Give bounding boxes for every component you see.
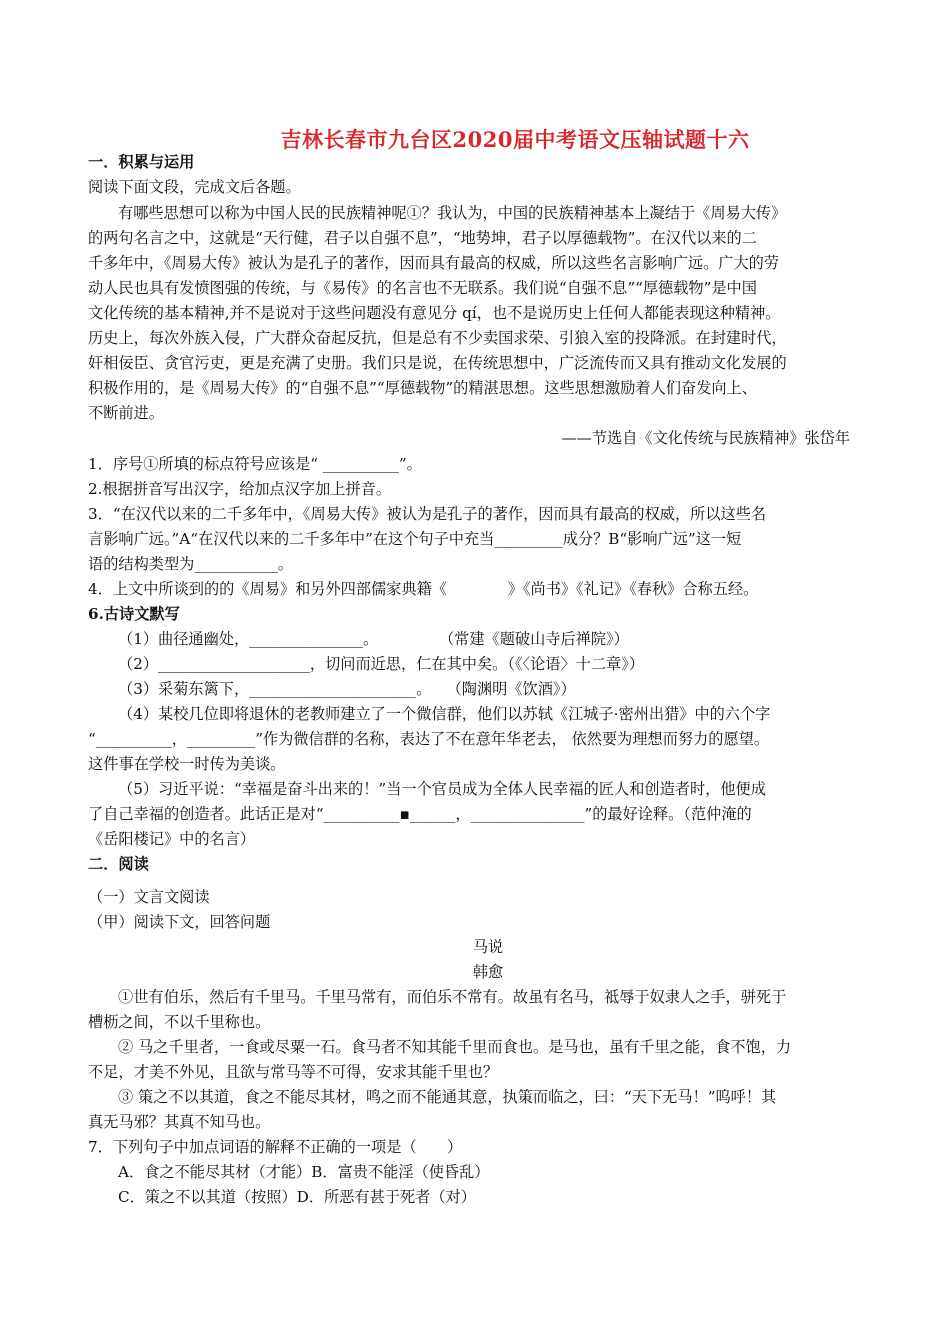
text-line: ③ 策之不以其道，食之不能尽其材，鸣之而不能通其意，执策而临之，曰：“天下无马！”呜呼！其 <box>118 1088 777 1106</box>
text-line: 历史上，每次外族入侵，广大群众奋起反抗，但是总有不少卖国求荣、引狼入室的投降派。在封建时代， <box>88 329 787 347</box>
text-line: 语的结构类型为___________。 <box>88 555 294 573</box>
text-line: 奸相佞臣、贪官污吏，更是充满了史册。我们只是说，在传统思想中，广泛流传而又具有推动文化发展的 <box>88 354 787 372</box>
text-line: 韩愈 <box>472 963 504 981</box>
text-line: （3）采菊东篱下，______________________。 （陶渊明《饮酒》） <box>118 680 576 698</box>
text-line: （一）文言文阅读 <box>88 888 210 906</box>
text-line: （4）某校几位即将退休的老教师建立了一个微信群，他们以苏轼《江城子·密州出猎》中的六个字 <box>118 705 771 723</box>
text-line: （1）曲径通幽处，_______________。 （常建《题破山寺后禅院》） <box>118 630 629 648</box>
text-line: 3．“在汉代以来的二千多年中，《周易大传》被认为是孔子的著作，因而具有最高的权威，所以这些名 <box>88 505 767 523</box>
text-line: C．策之不以其道（按照）D．所恶有甚于死者（对） <box>118 1188 476 1206</box>
text-line: 不足，才美不外见，且欲与常马等不可得，安求其能千里也？ <box>88 1063 499 1081</box>
text-line: 槽枥之间，不以千里称也。 <box>88 1013 271 1031</box>
text-line: （甲）阅读下文，回答问题 <box>88 913 271 931</box>
text-line: 马说 <box>472 938 504 956</box>
text-line: “__________，_________”作为微信群的名称，表达了不在意年华老去， 依然要为理想而努力的愿望。 <box>88 730 770 748</box>
text-line: 这件事在学校一时传为美谈。 <box>88 755 286 773</box>
text-line: ①世有伯乐，然后有千里马。千里马常有，而伯乐不常有。故虽有名马，祗辱于奴隶人之手，骈死于 <box>118 988 787 1006</box>
section-heading: 一．积累与运用 <box>88 153 195 171</box>
section-heading: 二．阅读 <box>88 855 149 873</box>
text-line: ——节选自《文化传统与民族精神》张岱年 <box>561 429 850 447</box>
text-line: 言影响广远。”A“在汉代以来的二千多年中”在这个句子中充当_________成分？B“影响广远”这一短 <box>88 530 742 548</box>
text-line: 积极作用的，是《周易大传》的“自强不息”“厚德载物”的精湛思想。这些思想激励着人们奋发向上、 <box>88 379 757 397</box>
text-line: 了自己幸福的创造者。此话正是对“__________▪______，_______________”的最好诠释。（范仲淹的 <box>88 805 752 823</box>
text-line: 动人民也具有发愤图强的传统，与《易传》的名言也不无联系。我们说“自强不息”“厚德载物”是中国 <box>88 279 757 297</box>
text-line: 真无马邪？其真不知马也。 <box>88 1113 271 1131</box>
text-line: 千多年中，《周易大传》被认为是孔子的著作，因而具有最高的权威，所以这些名言影响广远。广大的劳 <box>88 254 780 272</box>
page-title: 吉林长春市九台区2020届中考语文压轴试题十六 <box>280 127 750 152</box>
text-line: 《岳阳楼记》中的名言） <box>88 830 256 848</box>
text-line: A．食之不能尽其材（才能）B．富贵不能淫（使昏乱） <box>118 1163 490 1181</box>
section-heading: 6.古诗文默写 <box>88 605 180 623</box>
text-line: ② 马之千里者，一食或尽粟一石。食马者不知其能千里而食也。是马也，虽有千里之能，食不饱，力 <box>118 1038 792 1056</box>
text-line: 不断前进。 <box>88 404 164 422</box>
text-line: 有哪些思想可以称为中国人民的民族精神呢①？我认为，中国的民族精神基本上凝结于《周易大传》 <box>118 204 787 222</box>
text-line: （5）习近平说：“幸福是奋斗出来的！”当一个官员成为全体人民幸福的匠人和创造者时，他便成 <box>118 780 766 798</box>
text-line: 7．下列句子中加点词语的解释不正确的一项是（ ） <box>88 1138 463 1156</box>
text-line: 1．序号①所填的标点符号应该是“ __________”。 <box>88 455 422 473</box>
text-line: （2）____________________，切问而近思，仁在其中矣。（《〈论语〉十二章》） <box>118 655 645 673</box>
text-line: 4．上文中所谈到的的《周易》和另外四部儒家典籍《 》《尚书》《礼记》《春秋》合称五经。 <box>88 580 759 598</box>
text-line: 文化传统的基本精神,并不是说对于这些问题没有意见分 qí，也不是说历史上任何人都能表现这种精神。 <box>88 304 781 322</box>
text-line: 2.根据拼音写出汉字，给加点汉字加上拼音。 <box>88 480 392 498</box>
text-line: 阅读下面文段，完成文后各题。 <box>88 178 301 196</box>
text-line: 的两句名言之中，这就是“天行健，君子以自强不息”，“地势坤，君子以厚德载物”。在汉代以来的二 <box>88 229 757 247</box>
